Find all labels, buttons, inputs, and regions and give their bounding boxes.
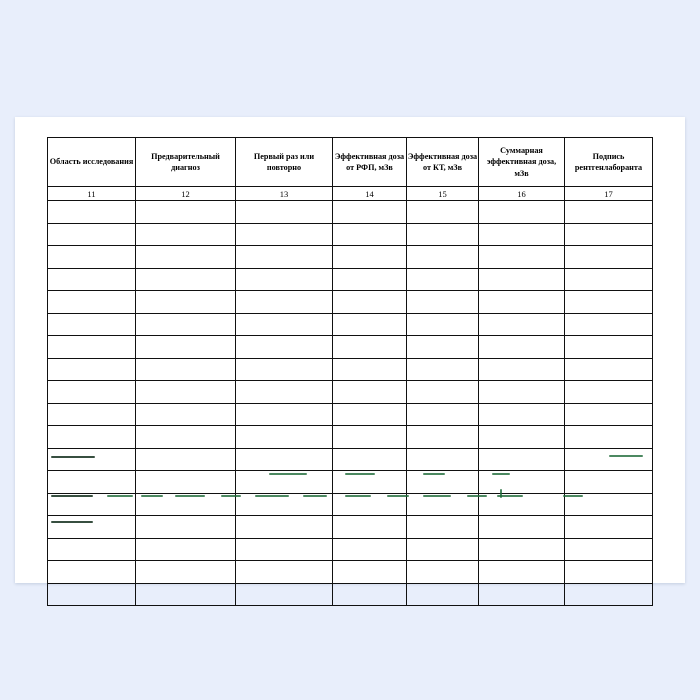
table-row (48, 426, 653, 449)
cell (136, 358, 236, 381)
cell (48, 583, 136, 606)
column-header-signature: Подпись рентгенлаборанта (565, 138, 653, 187)
registration-table (47, 137, 653, 606)
cell (48, 223, 136, 246)
cell (479, 246, 565, 269)
cell (479, 336, 565, 359)
column-number-13: 13 (236, 187, 333, 201)
cell (479, 268, 565, 291)
cell (236, 538, 333, 561)
cell (136, 291, 236, 314)
cell (407, 313, 479, 336)
cell (136, 448, 236, 471)
cell (565, 268, 653, 291)
cell (407, 291, 479, 314)
cell (48, 381, 136, 404)
cell (236, 313, 333, 336)
table-row (48, 358, 653, 381)
table-row (48, 313, 653, 336)
cell (565, 583, 653, 606)
column-number-15: 15 (407, 187, 479, 201)
cell (565, 516, 653, 539)
cell (136, 493, 236, 516)
cell (479, 201, 565, 224)
cell (48, 246, 136, 269)
cell (48, 201, 136, 224)
cell (479, 403, 565, 426)
column-header-region: Область исследования (48, 138, 136, 187)
cell (48, 471, 136, 494)
cell (48, 538, 136, 561)
column-number-11: 11 (48, 187, 136, 201)
cell (236, 426, 333, 449)
cell (236, 246, 333, 269)
cell (407, 201, 479, 224)
table-row (48, 448, 653, 471)
cell (136, 313, 236, 336)
cell (479, 291, 565, 314)
cell (236, 336, 333, 359)
cell (479, 471, 565, 494)
cell (236, 448, 333, 471)
table-row (48, 381, 653, 404)
cell (333, 448, 407, 471)
cell (407, 403, 479, 426)
cell (407, 246, 479, 269)
cell (479, 561, 565, 584)
cell (407, 538, 479, 561)
cell (333, 246, 407, 269)
column-number-12: 12 (136, 187, 236, 201)
cell (333, 471, 407, 494)
cell (565, 448, 653, 471)
cell (407, 471, 479, 494)
cell (236, 471, 333, 494)
cell (565, 426, 653, 449)
table-row (48, 336, 653, 359)
cell (136, 471, 236, 494)
cell (479, 426, 565, 449)
cell (333, 516, 407, 539)
table-row (48, 201, 653, 224)
cell (333, 426, 407, 449)
table-body (48, 201, 653, 606)
cell (48, 426, 136, 449)
cell (479, 381, 565, 404)
table-header-row (48, 138, 653, 187)
cell (333, 561, 407, 584)
cell (236, 403, 333, 426)
table-row (48, 561, 653, 584)
cell (236, 381, 333, 404)
cell (333, 358, 407, 381)
table-row (48, 291, 653, 314)
cell (136, 223, 236, 246)
cell (136, 246, 236, 269)
cell (479, 516, 565, 539)
table-row (48, 246, 653, 269)
cell (407, 493, 479, 516)
cell (333, 313, 407, 336)
cell (565, 403, 653, 426)
table-row (48, 471, 653, 494)
cell (333, 223, 407, 246)
cell (333, 381, 407, 404)
cell (236, 358, 333, 381)
cell (136, 336, 236, 359)
cell (136, 426, 236, 449)
table-row (48, 538, 653, 561)
cell (136, 201, 236, 224)
table-row (48, 493, 653, 516)
cell (48, 403, 136, 426)
cell (136, 516, 236, 539)
cell (136, 583, 236, 606)
cell (565, 358, 653, 381)
cell (479, 313, 565, 336)
table-row (48, 403, 653, 426)
table-column-number-row (48, 187, 653, 201)
cell (236, 493, 333, 516)
cell (407, 381, 479, 404)
cell (48, 448, 136, 471)
cell (565, 561, 653, 584)
cell (479, 538, 565, 561)
registration-table-container (47, 137, 652, 606)
cell (236, 268, 333, 291)
table-row (48, 583, 653, 606)
cell (407, 358, 479, 381)
cell (48, 358, 136, 381)
cell (333, 493, 407, 516)
cell (565, 246, 653, 269)
column-header-dose-ct: Эффективная доза от КТ, мЗв (407, 138, 479, 187)
column-header-total-dose: Суммарная эффективная доза, мЗв (479, 138, 565, 187)
cell (479, 448, 565, 471)
cell (48, 493, 136, 516)
cell (136, 538, 236, 561)
cell (236, 561, 333, 584)
cell (48, 516, 136, 539)
cell (565, 291, 653, 314)
cell (407, 223, 479, 246)
cell (407, 426, 479, 449)
cell (333, 336, 407, 359)
cell (136, 268, 236, 291)
cell (479, 493, 565, 516)
column-number-14: 14 (333, 187, 407, 201)
cell (407, 268, 479, 291)
cell (136, 561, 236, 584)
cell (333, 291, 407, 314)
column-header-dose-rfp: Эффективная доза от РФП, мЗв (333, 138, 407, 187)
cell (479, 583, 565, 606)
cell (236, 583, 333, 606)
cell (565, 313, 653, 336)
cell (333, 538, 407, 561)
column-number-16: 16 (479, 187, 565, 201)
cell (236, 201, 333, 224)
cell (333, 403, 407, 426)
cell (565, 223, 653, 246)
cell (48, 561, 136, 584)
cell (136, 403, 236, 426)
cell (565, 381, 653, 404)
cell (407, 516, 479, 539)
table-row (48, 223, 653, 246)
cell (565, 336, 653, 359)
column-header-first-or-repeat: Первый раз или повторно (236, 138, 333, 187)
cell (407, 336, 479, 359)
cell (236, 516, 333, 539)
cell (407, 448, 479, 471)
cell (565, 538, 653, 561)
table-row (48, 268, 653, 291)
cell (479, 223, 565, 246)
cell (48, 336, 136, 359)
column-header-diagnosis: Предварительный диагноз (136, 138, 236, 187)
cell (236, 291, 333, 314)
table-row (48, 516, 653, 539)
cell (407, 561, 479, 584)
cell (48, 268, 136, 291)
cell (136, 381, 236, 404)
cell (236, 223, 333, 246)
cell (565, 493, 653, 516)
cell (333, 583, 407, 606)
cell (333, 268, 407, 291)
cell (333, 201, 407, 224)
cell (48, 291, 136, 314)
column-number-17: 17 (565, 187, 653, 201)
cell (479, 358, 565, 381)
cell (407, 583, 479, 606)
cell (565, 471, 653, 494)
cell (565, 201, 653, 224)
cell (48, 313, 136, 336)
document-page (15, 117, 685, 583)
